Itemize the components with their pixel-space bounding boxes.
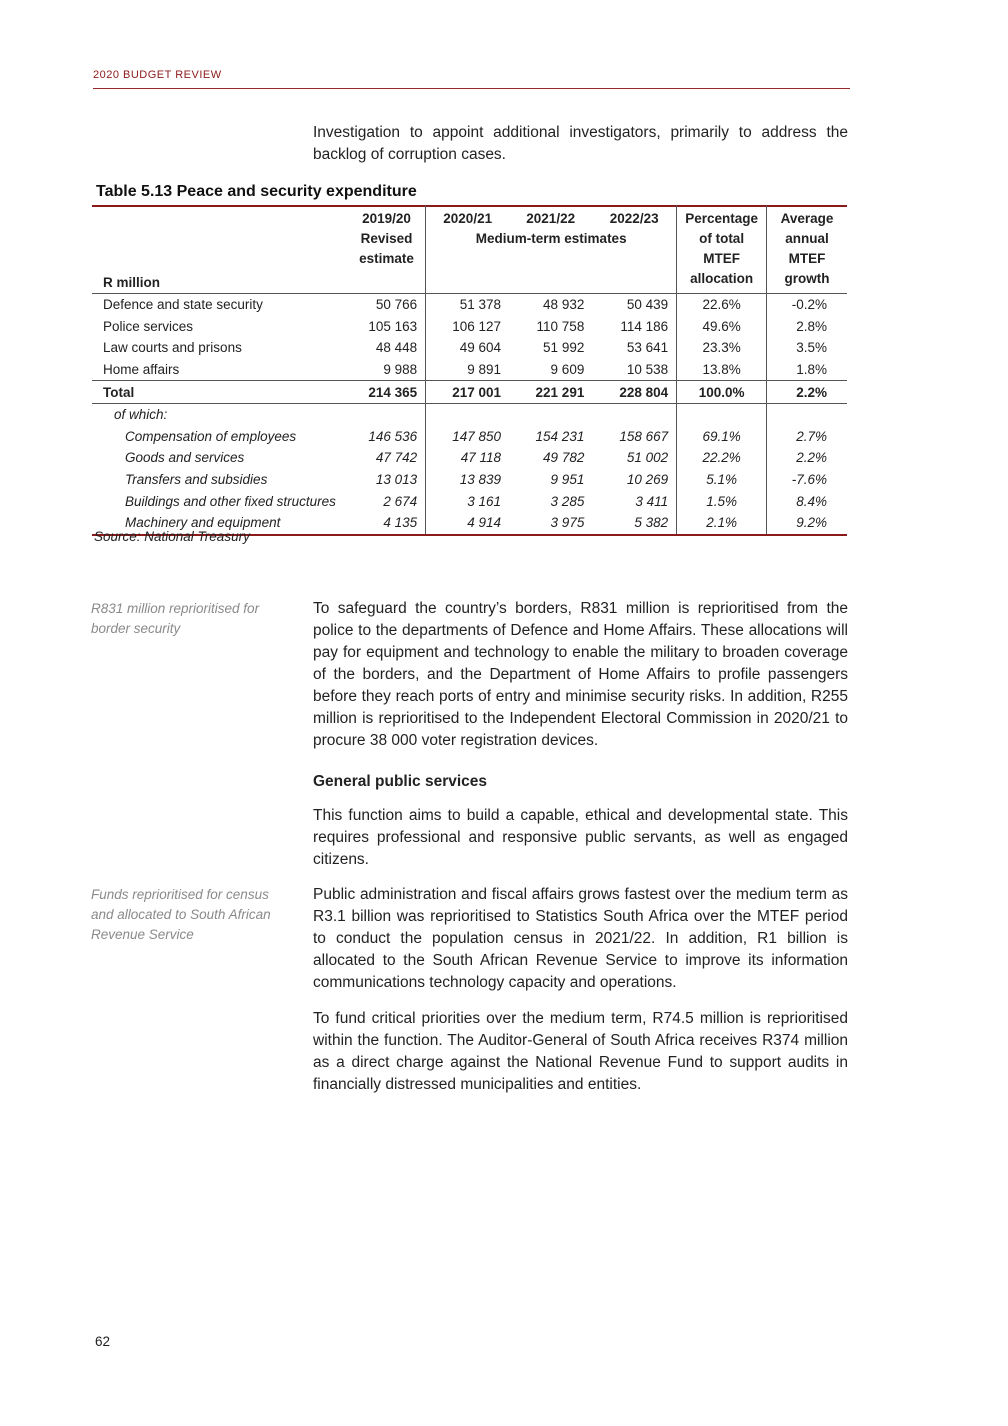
margin-note-border-security: R831 million reprioritised for border security xyxy=(91,601,260,636)
cell: 217 001 xyxy=(426,381,509,404)
cell: 49 604 xyxy=(459,340,502,356)
cell: 4 135 xyxy=(348,512,426,535)
cell xyxy=(592,403,676,425)
header-line: estimate xyxy=(359,251,414,266)
row-label: Transfers and subsidies xyxy=(125,472,268,488)
cell: 48 932 xyxy=(543,297,585,313)
table-row xyxy=(92,469,847,491)
cell: 69.1% xyxy=(677,426,767,448)
cell: 105 163 xyxy=(348,316,426,338)
cell: 5.1% xyxy=(677,469,767,491)
of-which-label: of which: xyxy=(114,407,168,423)
cell: 147 850 xyxy=(452,428,502,444)
header-line: Percentage xyxy=(685,211,758,226)
header-line: 2019/20 xyxy=(362,211,411,226)
running-head: 2020 BUDGET REVIEW xyxy=(93,69,222,81)
cell: 100.0% xyxy=(677,381,767,404)
header-revised-estimate xyxy=(348,205,426,294)
cell: 1.8% xyxy=(796,362,827,378)
row-label: Home affairs xyxy=(103,362,180,378)
table-title: Table 5.13 Peace and security expenditure xyxy=(96,183,417,200)
cell: 51 992 xyxy=(543,340,585,356)
cell xyxy=(509,403,592,425)
margin-note-census: Funds reprioritised for census and allocated to South African Revenue Service xyxy=(91,887,271,942)
table-row xyxy=(92,316,847,338)
cell: 154 231 xyxy=(535,428,585,444)
table-row xyxy=(92,359,847,381)
cell: 9.2% xyxy=(766,512,847,535)
cell: 49.6% xyxy=(677,316,767,338)
cell: 53 641 xyxy=(592,337,676,359)
cell: 9 891 xyxy=(467,362,502,378)
cell: 110 758 xyxy=(536,318,585,334)
cell: 23.3% xyxy=(677,337,767,359)
header-percentage xyxy=(677,205,767,294)
row-label: Law courts and prisons xyxy=(103,340,242,356)
of-which-row xyxy=(92,403,847,425)
cell xyxy=(426,403,509,425)
header-line: of total xyxy=(699,231,745,246)
cell: 47 742 xyxy=(348,447,426,469)
row-label: Defence and state security xyxy=(103,297,263,313)
table-source: Source: National Treasury xyxy=(94,529,250,544)
cell: 2 674 xyxy=(348,490,426,512)
cell: 5 382 xyxy=(592,512,676,535)
cell: 51 378 xyxy=(459,297,502,313)
header-year: 2020/21 xyxy=(443,211,493,226)
cell: 22.6% xyxy=(677,294,767,316)
header-line: allocation xyxy=(690,271,754,286)
header-line: MTEF xyxy=(703,251,740,266)
cell: 1.5% xyxy=(677,490,767,512)
cell: -0.2% xyxy=(791,297,827,313)
cell: 2.8% xyxy=(796,318,827,334)
table-row xyxy=(92,294,847,316)
cell: 158 667 xyxy=(592,426,676,448)
row-label: Police services xyxy=(103,318,194,334)
header-year: 2021/22 xyxy=(526,211,576,226)
table-row xyxy=(92,490,847,512)
cell: 50 766 xyxy=(348,294,426,316)
table-header-row xyxy=(92,205,847,294)
cell: 2.2% xyxy=(796,450,827,466)
header-line: growth xyxy=(784,271,830,286)
paragraph-critical-priorities: To fund critical priorities over the medium term, R74.5 million is reprioritised within the function. The Auditor-General of South Africa receives R374 million as a direct charge against the National Revenue Fund to support audits in financially distressed municipalities and entities. xyxy=(313,1010,848,1093)
cell: 8.4% xyxy=(796,493,827,509)
section-heading: General public services xyxy=(313,773,488,790)
cell: 3 975 xyxy=(509,512,592,535)
paragraph-function: This function aims to build a capable, ethical and developmental state. This requires professional and responsive public servants, as well as engaged citizens. xyxy=(313,807,848,868)
row-label: Total xyxy=(92,381,348,404)
row-label: Goods and services xyxy=(125,450,245,466)
cell: 4 914 xyxy=(426,512,509,535)
table-row xyxy=(92,426,847,448)
unit-label-header: R million xyxy=(92,205,348,294)
cell: 50 439 xyxy=(592,294,676,316)
cell: 2.2% xyxy=(766,381,847,404)
header-years xyxy=(426,209,676,229)
cell: 13 013 xyxy=(348,469,426,491)
cell: 2.1% xyxy=(677,512,767,535)
header-medium-term-label: Medium-term estimates xyxy=(475,231,627,246)
header-year: 2022/23 xyxy=(609,211,659,226)
cell: 214 365 xyxy=(348,381,426,404)
page-number: 62 xyxy=(95,1334,111,1349)
cell: 13 839 xyxy=(459,472,502,488)
cell: 3 285 xyxy=(550,493,585,509)
paragraph-public-admin: Public administration and fiscal affairs grows fastest over the medium term as R3.1 billion was reprioritised to Statistics South Africa over the MTEF period to conduct the population census in 2021/22. In addition, R1 billion is allocated to the South African Revenue Service to improve its information communications technology capacity and operations. xyxy=(313,886,848,991)
cell: 228 804 xyxy=(592,381,676,404)
expenditure-table xyxy=(92,205,847,536)
cell: 9 988 xyxy=(348,359,426,381)
row-label: Buildings and other fixed structures xyxy=(125,493,336,509)
cell: 3 411 xyxy=(592,490,676,512)
total-row xyxy=(92,381,847,404)
cell: -7.6% xyxy=(791,472,827,488)
header-line: Revised xyxy=(360,231,413,246)
cell: 10 269 xyxy=(592,469,676,491)
header-rule xyxy=(93,88,850,89)
row-label: Machinery and equipment xyxy=(92,512,348,535)
cell: 13.8% xyxy=(677,359,767,381)
header-line: annual xyxy=(785,231,829,246)
header-average-growth xyxy=(766,205,847,294)
cell: 22.2% xyxy=(677,447,767,469)
cell: 9 951 xyxy=(550,472,585,488)
cell xyxy=(766,403,847,425)
table-row xyxy=(92,337,847,359)
cell: 49 782 xyxy=(543,450,585,466)
cell xyxy=(677,403,767,425)
intro-paragraph: Investigation to appoint additional investigators, primarily to address the backlog of corruption cases. xyxy=(313,124,848,163)
cell: 146 536 xyxy=(348,426,426,448)
cell: 2.7% xyxy=(796,428,827,444)
cell: 51 002 xyxy=(592,447,676,469)
table-row xyxy=(92,447,847,469)
header-line: Average xyxy=(780,211,834,226)
expenditure-table-container xyxy=(92,205,847,536)
row-label: Compensation of employees xyxy=(125,428,297,444)
paragraph-borders: To safeguard the country’s borders, R831 million is reprioritised from the police to the departments of Defence and Home Affairs. These allocations will pay for equipment and technology to enable the military to broaden coverage of the borders, and the Department of Home Affairs to profile passengers before they reach ports of entry and minimise security risks. In addition, R255 million is reprioritised to the Independent Electoral Commission in 2020/21 to procure 38 000 voter registration devices. xyxy=(313,600,848,749)
cell: 48 448 xyxy=(348,337,426,359)
cell: 10 538 xyxy=(592,359,676,381)
header-medium-term xyxy=(426,205,677,294)
cell: 114 186 xyxy=(592,316,676,338)
cell: 47 118 xyxy=(460,450,502,466)
cell: 3 161 xyxy=(467,493,502,509)
cell: 9 609 xyxy=(550,362,585,378)
cell: 221 291 xyxy=(509,381,592,404)
cell xyxy=(348,403,426,425)
header-line: MTEF xyxy=(788,251,826,266)
cell: 106 127 xyxy=(452,318,502,334)
cell: 3.5% xyxy=(796,340,827,356)
